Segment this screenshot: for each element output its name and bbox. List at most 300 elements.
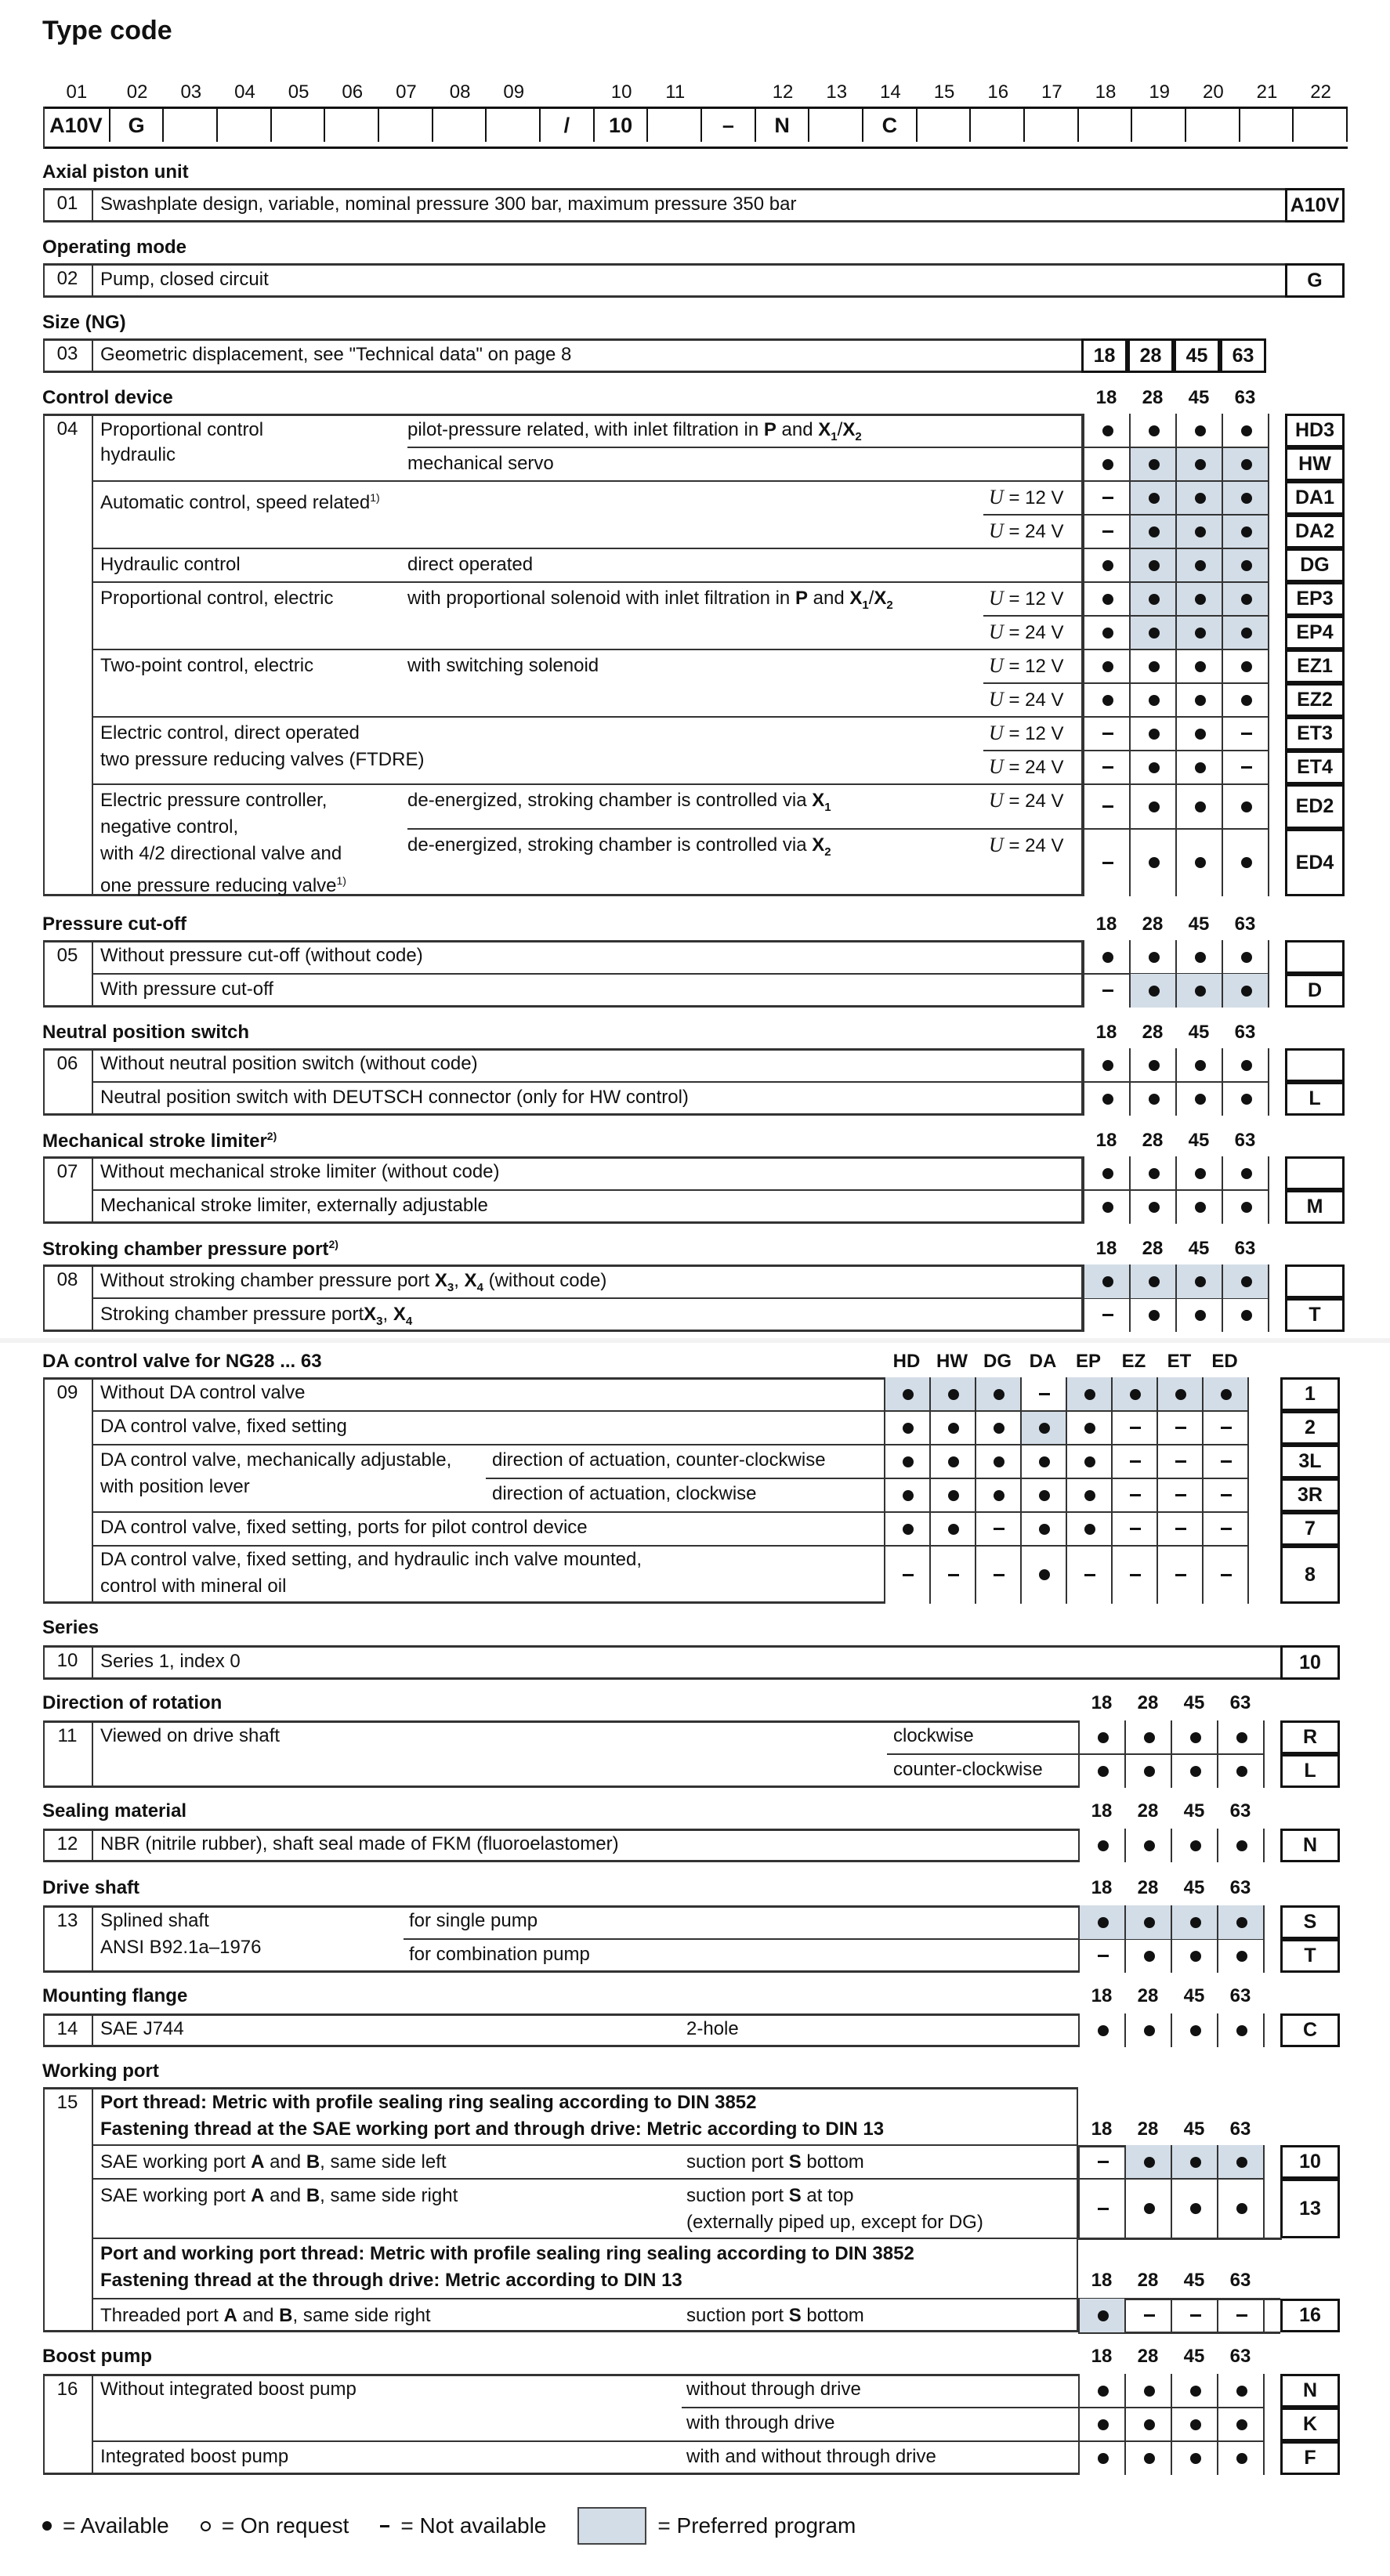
footnote-marker: 2) bbox=[328, 1238, 338, 1250]
type-code-field[interactable] bbox=[1025, 109, 1079, 142]
available-dot-icon bbox=[1098, 1917, 1109, 1928]
size-header-63: 63 bbox=[1229, 1877, 1251, 1898]
text-part: , same side right bbox=[320, 2185, 458, 2206]
available-dot-icon bbox=[1039, 1423, 1050, 1434]
order-code[interactable]: 2 bbox=[1280, 1411, 1340, 1445]
position-label: 04 bbox=[234, 81, 255, 103]
size-header-45: 45 bbox=[1183, 1800, 1205, 1822]
label-two-point-control bbox=[100, 653, 313, 678]
available-dot-icon bbox=[1195, 1202, 1206, 1213]
availability-cell-18 bbox=[1083, 717, 1131, 751]
available-dot-icon bbox=[1102, 1202, 1113, 1213]
text-part: and bbox=[264, 2151, 306, 2173]
label-ftdre bbox=[100, 747, 424, 772]
order-code[interactable]: R bbox=[1280, 1720, 1340, 1754]
bold-symbol: B bbox=[279, 2305, 293, 2326]
text-part: (without code) bbox=[483, 1270, 607, 1291]
type-code-field[interactable] bbox=[325, 109, 379, 142]
section-title-text: Drive shaft bbox=[42, 1877, 140, 1898]
availability-cell-et bbox=[1157, 1445, 1204, 1478]
section-direction-of-rotation bbox=[42, 1692, 222, 1714]
order-code[interactable]: ED2 bbox=[1285, 784, 1345, 829]
availability-cell-ez bbox=[1111, 1377, 1158, 1411]
order-code[interactable]: HD3 bbox=[1285, 414, 1345, 447]
subscript: 3 bbox=[447, 1280, 454, 1294]
size-header-28: 28 bbox=[1137, 2118, 1159, 2140]
not-available-dash-icon bbox=[1102, 1314, 1113, 1316]
availability-cell-hw bbox=[929, 1445, 976, 1478]
type-code-field[interactable] bbox=[1079, 109, 1133, 142]
available-dot-icon bbox=[1102, 661, 1113, 672]
detail-text: counter-clockwise bbox=[893, 1759, 1043, 1780]
type-code-field[interactable] bbox=[379, 109, 433, 142]
text-part: with 4/2 directional valve and bbox=[100, 843, 342, 864]
detail-text bbox=[686, 2303, 864, 2328]
availability-cell-28 bbox=[1129, 1082, 1177, 1116]
type-code-field[interactable] bbox=[1186, 109, 1240, 142]
availability-cell-45 bbox=[1175, 717, 1223, 751]
type-code-field[interactable] bbox=[272, 109, 326, 142]
available-dot-icon bbox=[1236, 1766, 1247, 1777]
text-part: hydraulic bbox=[100, 444, 176, 465]
availability-cell-da bbox=[1020, 1478, 1067, 1512]
type-code-field[interactable] bbox=[1132, 109, 1186, 142]
order-code[interactable]: 8 bbox=[1280, 1546, 1340, 1604]
subscript: 1 bbox=[831, 429, 838, 443]
row-text: DA control valve, mechanically adjustable, bbox=[100, 1449, 452, 1471]
order-code[interactable]: 13 bbox=[1280, 2179, 1340, 2238]
voltage-12v bbox=[989, 485, 1064, 511]
section-title-text: Sealing material bbox=[42, 1800, 187, 1822]
row-text: With pressure cut-off bbox=[100, 979, 273, 1000]
order-code[interactable]: ET4 bbox=[1285, 751, 1345, 784]
available-dot-icon bbox=[1102, 1060, 1113, 1071]
order-code[interactable]: G bbox=[1285, 263, 1345, 298]
order-code[interactable] bbox=[1285, 1048, 1345, 1082]
type-code-field[interactable] bbox=[487, 109, 541, 142]
type-code-field[interactable]: – bbox=[702, 109, 756, 142]
availability-cell-hd bbox=[884, 1445, 931, 1478]
availability-cell-28 bbox=[1124, 2374, 1172, 2408]
availability-cell-hw bbox=[929, 1512, 976, 1546]
type-code-field[interactable]: N bbox=[756, 109, 810, 142]
row-text bbox=[100, 2150, 447, 2175]
bold-symbol: B bbox=[306, 2185, 320, 2206]
availability-cell-28 bbox=[1124, 1905, 1172, 1939]
order-code[interactable]: 16 bbox=[1280, 2299, 1340, 2332]
availability-cell-ez bbox=[1111, 1512, 1158, 1546]
available-dot-icon bbox=[1149, 762, 1160, 773]
availability-cell-dg bbox=[975, 1546, 1022, 1604]
availability-cell-et bbox=[1157, 1512, 1204, 1546]
text-part: bottom bbox=[801, 2305, 864, 2326]
control-column-ed: ED bbox=[1211, 1351, 1238, 1372]
order-code[interactable]: N bbox=[1280, 2374, 1340, 2408]
availability-cell-63 bbox=[1217, 2179, 1265, 2238]
label-epc bbox=[100, 841, 342, 867]
row-text: Swashplate design, variable, nominal pressure 300 bar, maximum pressure 350 bar bbox=[100, 194, 797, 215]
available-dot-icon bbox=[1241, 1276, 1252, 1287]
order-code[interactable]: 10 bbox=[1280, 2145, 1340, 2179]
not-available-dash-icon bbox=[1102, 766, 1113, 769]
order-code[interactable]: DG bbox=[1285, 548, 1345, 582]
available-dot-icon bbox=[1144, 2157, 1155, 2168]
position-number: 07 bbox=[56, 1161, 78, 1182]
size-header-63: 63 bbox=[1229, 1985, 1251, 2006]
symbol-u: U bbox=[989, 587, 1004, 610]
position-label: 14 bbox=[880, 81, 901, 103]
size-header-63: 63 bbox=[1229, 2270, 1251, 2291]
text-part: and bbox=[237, 2305, 280, 2326]
available-dot-icon bbox=[1084, 1490, 1095, 1501]
text-part: (externally piped up, except for DG) bbox=[686, 2212, 983, 2233]
availability-cell-28 bbox=[1124, 1829, 1172, 1862]
availability-cell-ez bbox=[1111, 1445, 1158, 1478]
available-dot-icon bbox=[1102, 1276, 1113, 1287]
order-code[interactable]: EZ2 bbox=[1285, 683, 1345, 717]
available-dot-icon bbox=[1241, 1060, 1252, 1071]
legend bbox=[42, 2507, 856, 2545]
symbol-u: U bbox=[989, 789, 1004, 812]
order-code[interactable]: S bbox=[1280, 1905, 1340, 1939]
availability-cell-45 bbox=[1175, 1264, 1223, 1298]
preferred-swatch-icon bbox=[577, 2507, 646, 2545]
position-number: 09 bbox=[56, 1382, 78, 1403]
position-label: 11 bbox=[665, 81, 686, 103]
available-dot-icon bbox=[948, 1456, 959, 1467]
available-dot-icon bbox=[1195, 857, 1206, 868]
control-column-et: ET bbox=[1167, 1351, 1192, 1372]
type-code-field[interactable] bbox=[918, 109, 972, 142]
available-dot-icon bbox=[1195, 459, 1206, 470]
section-size bbox=[42, 312, 126, 334]
text-part: de-energized, stroking chamber is controlled via bbox=[407, 834, 813, 856]
size-header-18: 18 bbox=[1091, 1877, 1113, 1898]
availability-cell-da bbox=[1020, 1377, 1067, 1411]
available-dot-icon bbox=[1190, 2157, 1201, 2168]
detail-x1 bbox=[407, 788, 831, 820]
order-code[interactable]: A10V bbox=[1285, 188, 1345, 223]
availability-cell-18 bbox=[1083, 1298, 1131, 1332]
size-header-28: 28 bbox=[1142, 387, 1164, 408]
not-available-dash-icon bbox=[1221, 1427, 1232, 1429]
text-part: , same side left bbox=[320, 2151, 447, 2173]
available-dot-icon bbox=[1221, 1389, 1232, 1400]
availability-cell-63 bbox=[1217, 1905, 1265, 1939]
detail-direct-operated bbox=[407, 552, 533, 577]
availability-cell-63 bbox=[1217, 2408, 1265, 2441]
size-option-45[interactable]: 45 bbox=[1174, 338, 1220, 373]
available-dot-icon bbox=[1084, 1456, 1095, 1467]
availability-cell-da bbox=[1020, 1512, 1067, 1546]
order-code[interactable]: DA1 bbox=[1285, 481, 1345, 515]
row-text: Series 1, index 0 bbox=[100, 1651, 241, 1672]
size-option-63[interactable]: 63 bbox=[1220, 338, 1266, 373]
available-dot-icon bbox=[1195, 526, 1206, 537]
control-column-hd: HD bbox=[892, 1351, 921, 1372]
group-heading: Fastening thread at the through drive: Metric according to DIN 13 bbox=[100, 2270, 682, 2291]
symbol-u: U bbox=[989, 834, 1004, 856]
availability-cell-45 bbox=[1175, 751, 1223, 784]
section-title-text: Size (NG) bbox=[42, 312, 126, 333]
section-title-text: Direction of rotation bbox=[42, 1692, 223, 1713]
availability-cell-63 bbox=[1222, 1264, 1269, 1298]
type-code-field[interactable] bbox=[971, 109, 1025, 142]
not-available-dash-icon bbox=[1130, 1574, 1141, 1576]
availability-cell-45 bbox=[1175, 447, 1223, 481]
type-code-field[interactable] bbox=[164, 109, 218, 142]
availability-cell-28 bbox=[1129, 974, 1177, 1008]
order-code[interactable]: T bbox=[1280, 1939, 1340, 1973]
detail-text: with through drive bbox=[686, 2412, 835, 2433]
available-dot-icon bbox=[1149, 729, 1160, 740]
available-dot-icon bbox=[1195, 729, 1206, 740]
available-dot-icon bbox=[42, 2521, 52, 2531]
order-code[interactable]: 7 bbox=[1280, 1512, 1340, 1546]
text-part: , bbox=[382, 1304, 393, 1325]
type-code-field[interactable]: G bbox=[110, 109, 165, 142]
not-available-dash-icon bbox=[1221, 1460, 1232, 1463]
section-title-text: Axial piston unit bbox=[42, 161, 189, 183]
type-code-field[interactable]: A10V bbox=[43, 109, 110, 142]
not-available-dash-icon bbox=[1241, 733, 1252, 735]
section-working-port bbox=[42, 2060, 159, 2082]
available-dot-icon bbox=[948, 1490, 959, 1501]
availability-cell-45 bbox=[1175, 515, 1223, 548]
detail-text: for combination pump bbox=[409, 1944, 590, 1965]
position-number: 04 bbox=[56, 418, 78, 440]
available-dot-icon bbox=[1195, 801, 1206, 812]
label-automatic-control bbox=[100, 485, 380, 516]
availability-cell-63 bbox=[1222, 1048, 1269, 1082]
order-code[interactable]: M bbox=[1285, 1190, 1345, 1224]
availability-cell-hw bbox=[929, 1478, 976, 1512]
not-available-dash-icon bbox=[380, 2525, 389, 2527]
voltage-24v bbox=[989, 519, 1064, 545]
availability-cell-18 bbox=[1083, 548, 1131, 582]
size-header-63: 63 bbox=[1229, 1692, 1251, 1713]
not-available-dash-icon bbox=[1130, 1460, 1141, 1463]
row-text bbox=[100, 1302, 412, 1334]
text-part: = 12 V bbox=[1003, 723, 1064, 744]
text-part: = 24 V bbox=[1003, 757, 1064, 778]
text-part: negative control, bbox=[100, 816, 239, 838]
subscript: 4 bbox=[405, 1314, 413, 1328]
symbol-u: U bbox=[989, 688, 1004, 711]
detail-text: for single pump bbox=[409, 1910, 538, 1931]
availability-cell-45 bbox=[1175, 582, 1223, 616]
order-code[interactable] bbox=[1285, 940, 1345, 974]
order-code[interactable]: N bbox=[1280, 1829, 1340, 1862]
available-dot-icon bbox=[903, 1524, 914, 1535]
available-dot-icon bbox=[1241, 986, 1252, 997]
availability-cell-28 bbox=[1124, 1754, 1172, 1788]
order-code[interactable]: T bbox=[1285, 1298, 1345, 1332]
availability-cell-28 bbox=[1129, 414, 1177, 447]
availability-cell-18 bbox=[1083, 974, 1131, 1008]
section-title-text: Boost pump bbox=[42, 2346, 152, 2367]
availability-cell-dg bbox=[975, 1377, 1022, 1411]
type-code-field[interactable] bbox=[433, 109, 487, 142]
not-available-dash-icon bbox=[1098, 1955, 1109, 1957]
position-label: 01 bbox=[66, 81, 88, 103]
available-dot-icon bbox=[1144, 2203, 1155, 2214]
availability-cell-28 bbox=[1129, 582, 1177, 616]
order-code[interactable]: ED4 bbox=[1285, 829, 1345, 896]
order-code[interactable]: K bbox=[1280, 2408, 1340, 2441]
available-dot-icon bbox=[1149, 857, 1160, 868]
type-code-field[interactable] bbox=[648, 109, 702, 142]
size-option-18[interactable]: 18 bbox=[1081, 338, 1128, 373]
available-dot-icon bbox=[1190, 2453, 1201, 2464]
availability-cell-18 bbox=[1078, 1754, 1126, 1788]
type-code-field[interactable]: / bbox=[541, 109, 595, 142]
text-part: Threaded port bbox=[100, 2305, 224, 2326]
available-dot-icon bbox=[1195, 425, 1206, 436]
order-code[interactable]: L bbox=[1280, 1754, 1340, 1788]
available-dot-icon bbox=[994, 1389, 1004, 1400]
order-code[interactable]: 10 bbox=[1280, 1645, 1340, 1680]
text-part: / bbox=[837, 419, 843, 440]
size-option-28[interactable]: 28 bbox=[1128, 338, 1174, 373]
availability-cell-hd bbox=[884, 1512, 931, 1546]
order-code[interactable]: D bbox=[1285, 974, 1345, 1008]
available-dot-icon bbox=[1190, 2025, 1201, 2036]
not-available-dash-icon bbox=[1241, 766, 1252, 769]
availability-cell-ed bbox=[1202, 1546, 1249, 1604]
available-dot-icon bbox=[1098, 2025, 1109, 2036]
order-code[interactable]: 1 bbox=[1280, 1377, 1340, 1411]
subscript: 2 bbox=[855, 429, 862, 443]
availability-cell-28 bbox=[1129, 1048, 1177, 1082]
order-code[interactable]: 3R bbox=[1280, 1478, 1340, 1512]
availability-cell-45 bbox=[1175, 683, 1223, 717]
order-code[interactable]: EP3 bbox=[1285, 582, 1345, 616]
available-dot-icon bbox=[1241, 695, 1252, 706]
available-dot-icon bbox=[1144, 1917, 1155, 1928]
available-dot-icon bbox=[1098, 1766, 1109, 1777]
detail-switching-solenoid bbox=[407, 653, 599, 678]
position-number: 11 bbox=[57, 1725, 78, 1746]
position-number: 12 bbox=[56, 1833, 78, 1854]
order-code[interactable]: L bbox=[1285, 1082, 1345, 1116]
type-code-field[interactable]: 10 bbox=[595, 109, 649, 142]
available-dot-icon bbox=[1195, 952, 1206, 963]
order-code[interactable] bbox=[1285, 1156, 1345, 1190]
subscript: 3 bbox=[376, 1314, 383, 1328]
availability-cell-63 bbox=[1217, 1720, 1265, 1754]
text-part: = 24 V bbox=[1003, 689, 1064, 711]
text-part: pilot-pressure related, with inlet filtration in bbox=[407, 419, 764, 440]
row-text: Integrated boost pump bbox=[100, 2446, 289, 2467]
available-dot-icon bbox=[1195, 1276, 1206, 1287]
available-dot-icon bbox=[1236, 2203, 1247, 2214]
order-code[interactable]: ET3 bbox=[1285, 717, 1345, 751]
type-code-field[interactable] bbox=[1240, 109, 1294, 142]
text-part: and bbox=[807, 588, 850, 609]
availability-cell-18 bbox=[1078, 2013, 1126, 2047]
availability-cell-63 bbox=[1222, 717, 1269, 751]
text-part: = 12 V bbox=[1003, 487, 1064, 508]
availability-cell-et bbox=[1157, 1546, 1204, 1604]
order-code[interactable]: 3L bbox=[1280, 1445, 1340, 1478]
legend-on-request: = On request bbox=[221, 2513, 349, 2538]
row-text bbox=[100, 2183, 458, 2209]
size-header-63: 63 bbox=[1234, 914, 1256, 935]
availability-cell-ed bbox=[1202, 1411, 1249, 1445]
available-dot-icon bbox=[1149, 594, 1160, 605]
availability-cell-28 bbox=[1129, 1190, 1177, 1224]
available-dot-icon bbox=[1102, 1094, 1113, 1105]
not-available-dash-icon bbox=[1175, 1494, 1186, 1496]
detail-text bbox=[686, 2210, 983, 2235]
footnote-marker: 1) bbox=[370, 491, 380, 504]
position-label: 10 bbox=[610, 81, 632, 103]
row-text: control with mineral oil bbox=[100, 1576, 287, 1597]
availability-cell-18 bbox=[1083, 414, 1131, 447]
available-dot-icon bbox=[1098, 2419, 1109, 2430]
availability-cell-ep bbox=[1066, 1445, 1113, 1478]
not-available-dash-icon bbox=[994, 1574, 1004, 1576]
order-code[interactable]: DA2 bbox=[1285, 515, 1345, 548]
order-code[interactable]: F bbox=[1280, 2441, 1340, 2475]
available-dot-icon bbox=[948, 1524, 959, 1535]
order-code[interactable] bbox=[1285, 1264, 1345, 1298]
not-available-dash-icon bbox=[1190, 2314, 1201, 2317]
available-dot-icon bbox=[1195, 762, 1206, 773]
row-text: Without integrated boost pump bbox=[100, 2379, 357, 2400]
position-label: 03 bbox=[180, 81, 202, 103]
type-code-field[interactable] bbox=[218, 109, 272, 142]
available-dot-icon bbox=[1236, 2419, 1247, 2430]
availability-cell-28 bbox=[1129, 1156, 1177, 1190]
availability-cell-18 bbox=[1083, 1264, 1131, 1298]
bold-symbol: A bbox=[251, 2151, 265, 2173]
position-number: 13 bbox=[56, 1910, 78, 1931]
availability-cell-da bbox=[1020, 1546, 1067, 1604]
voltage-12v bbox=[989, 586, 1064, 612]
available-dot-icon bbox=[1149, 986, 1160, 997]
bold-symbol: A bbox=[251, 2185, 265, 2206]
availability-cell-45 bbox=[1171, 2013, 1218, 2047]
size-header-63: 63 bbox=[1229, 2118, 1251, 2140]
type-code-field[interactable]: C bbox=[863, 109, 918, 142]
legend-preferred: = Preferred program bbox=[657, 2513, 856, 2538]
availability-cell-28 bbox=[1129, 940, 1177, 974]
order-code[interactable]: EZ1 bbox=[1285, 649, 1345, 683]
size-header-18: 18 bbox=[1091, 2118, 1113, 2140]
availability-cell-63 bbox=[1222, 829, 1269, 896]
type-code-field[interactable] bbox=[1294, 109, 1348, 142]
type-code-field[interactable] bbox=[809, 109, 863, 142]
voltage-24v bbox=[989, 620, 1064, 646]
available-dot-icon bbox=[903, 1456, 914, 1467]
order-code[interactable]: HW bbox=[1285, 447, 1345, 481]
available-dot-icon bbox=[1144, 1840, 1155, 1851]
availability-cell-63 bbox=[1217, 1939, 1265, 1973]
available-dot-icon bbox=[1039, 1490, 1050, 1501]
available-dot-icon bbox=[1149, 1094, 1160, 1105]
text-part: Without stroking chamber pressure port bbox=[100, 1270, 435, 1291]
available-dot-icon bbox=[1039, 1524, 1050, 1535]
availability-cell-28 bbox=[1129, 683, 1177, 717]
order-code[interactable]: C bbox=[1280, 2013, 1340, 2047]
available-dot-icon bbox=[1190, 1917, 1201, 1928]
available-dot-icon bbox=[1098, 2453, 1109, 2464]
order-code[interactable]: EP4 bbox=[1285, 616, 1345, 649]
availability-cell-63 bbox=[1217, 2145, 1265, 2179]
bold-symbol: X bbox=[818, 419, 831, 440]
